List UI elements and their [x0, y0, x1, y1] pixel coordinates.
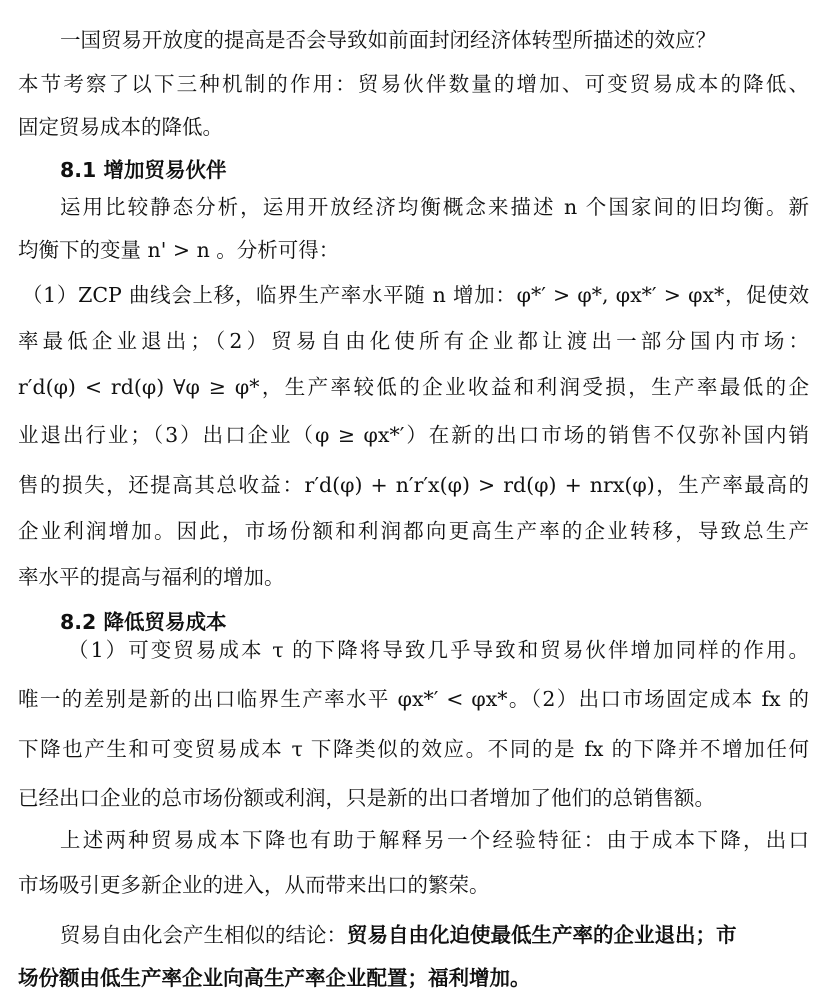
conclusion-intro: 贸易自由化会产生相似的结论：	[60, 923, 347, 947]
conclusion-bold-line: 场份额由低生产率企业向高生产率企业配置；福利增加。	[18, 966, 531, 990]
paragraph-line: 一国贸易开放度的提高是否会导致如前面封闭经济体转型所描述的效应？	[60, 28, 716, 52]
paragraph-line: （1）可变贸易成本 τ 的下降将导致几乎导致和贸易伙伴增加同样的作用。	[68, 638, 809, 662]
paragraph-line: 固定贸易成本的降低。	[18, 115, 223, 139]
paragraph-line: 率最低企业退出；（2）贸易自由化使所有企业都让渡出一部分国内市场：	[18, 329, 809, 353]
conclusion-bold: 贸易自由化迫使最低生产率的企业退出；市	[347, 923, 737, 947]
paragraph-line: 已经出口企业的总市场份额或利润，只是新的出口者增加了他们的总销售额。	[18, 786, 715, 810]
paragraph-line: r′d(φ) < rd(φ) ∀φ ≥ φ*，生产率较低的企业收益和利润受损，生产率最低的企	[18, 375, 809, 399]
paragraph-line: （1）ZCP 曲线会上移，临界生产率水平随 n 增加：φ*′ > φ*, φx*′ > φx*，促使效	[22, 283, 809, 307]
paragraph-line: 唯一的差别是新的出口临界生产率水平 φx*′ < φx*。（2）出口市场固定成本 fx 的	[18, 687, 809, 711]
section-heading: 8.1 增加贸易伙伴	[60, 158, 227, 182]
paragraph-line: 企业利润增加。因此，市场份额和利润都向更高生产率的企业转移，导致总生产	[18, 519, 809, 543]
paragraph-line: 本节考察了以下三种机制的作用：贸易伙伴数量的增加、可变贸易成本的降低、	[18, 72, 809, 96]
paragraph-line	[60, 922, 809, 948]
paragraph-line: 上述两种贸易成本下降也有助于解释另一个经验特征：由于成本下降，出口	[60, 828, 809, 852]
paragraph-line: 下降也产生和可变贸易成本 τ 下降类似的效应。不同的是 fx 的下降并不增加任何	[18, 737, 809, 761]
paragraph-line: 业退出行业；（3）出口企业（φ ≥ φx*′）在新的出口市场的销售不仅弥补国内销	[18, 423, 809, 447]
paragraph-line: 运用比较静态分析，运用开放经济均衡概念来描述 n 个国家间的旧均衡。新	[60, 195, 809, 219]
paragraph-line: 均衡下的变量 n' > n 。分析可得：	[18, 238, 340, 262]
paragraph-line: 率水平的提高与福利的增加。	[18, 565, 285, 589]
paragraph-line: 市场吸引更多新企业的进入，从而带来出口的繁荣。	[18, 873, 490, 897]
paragraph-line: 售的损失，还提高其总收益：r′d(φ) + n′r′x(φ) > rd(φ) + nrx(φ)，生产率最高的	[18, 473, 809, 497]
section-heading: 8.2 降低贸易成本	[60, 610, 227, 634]
